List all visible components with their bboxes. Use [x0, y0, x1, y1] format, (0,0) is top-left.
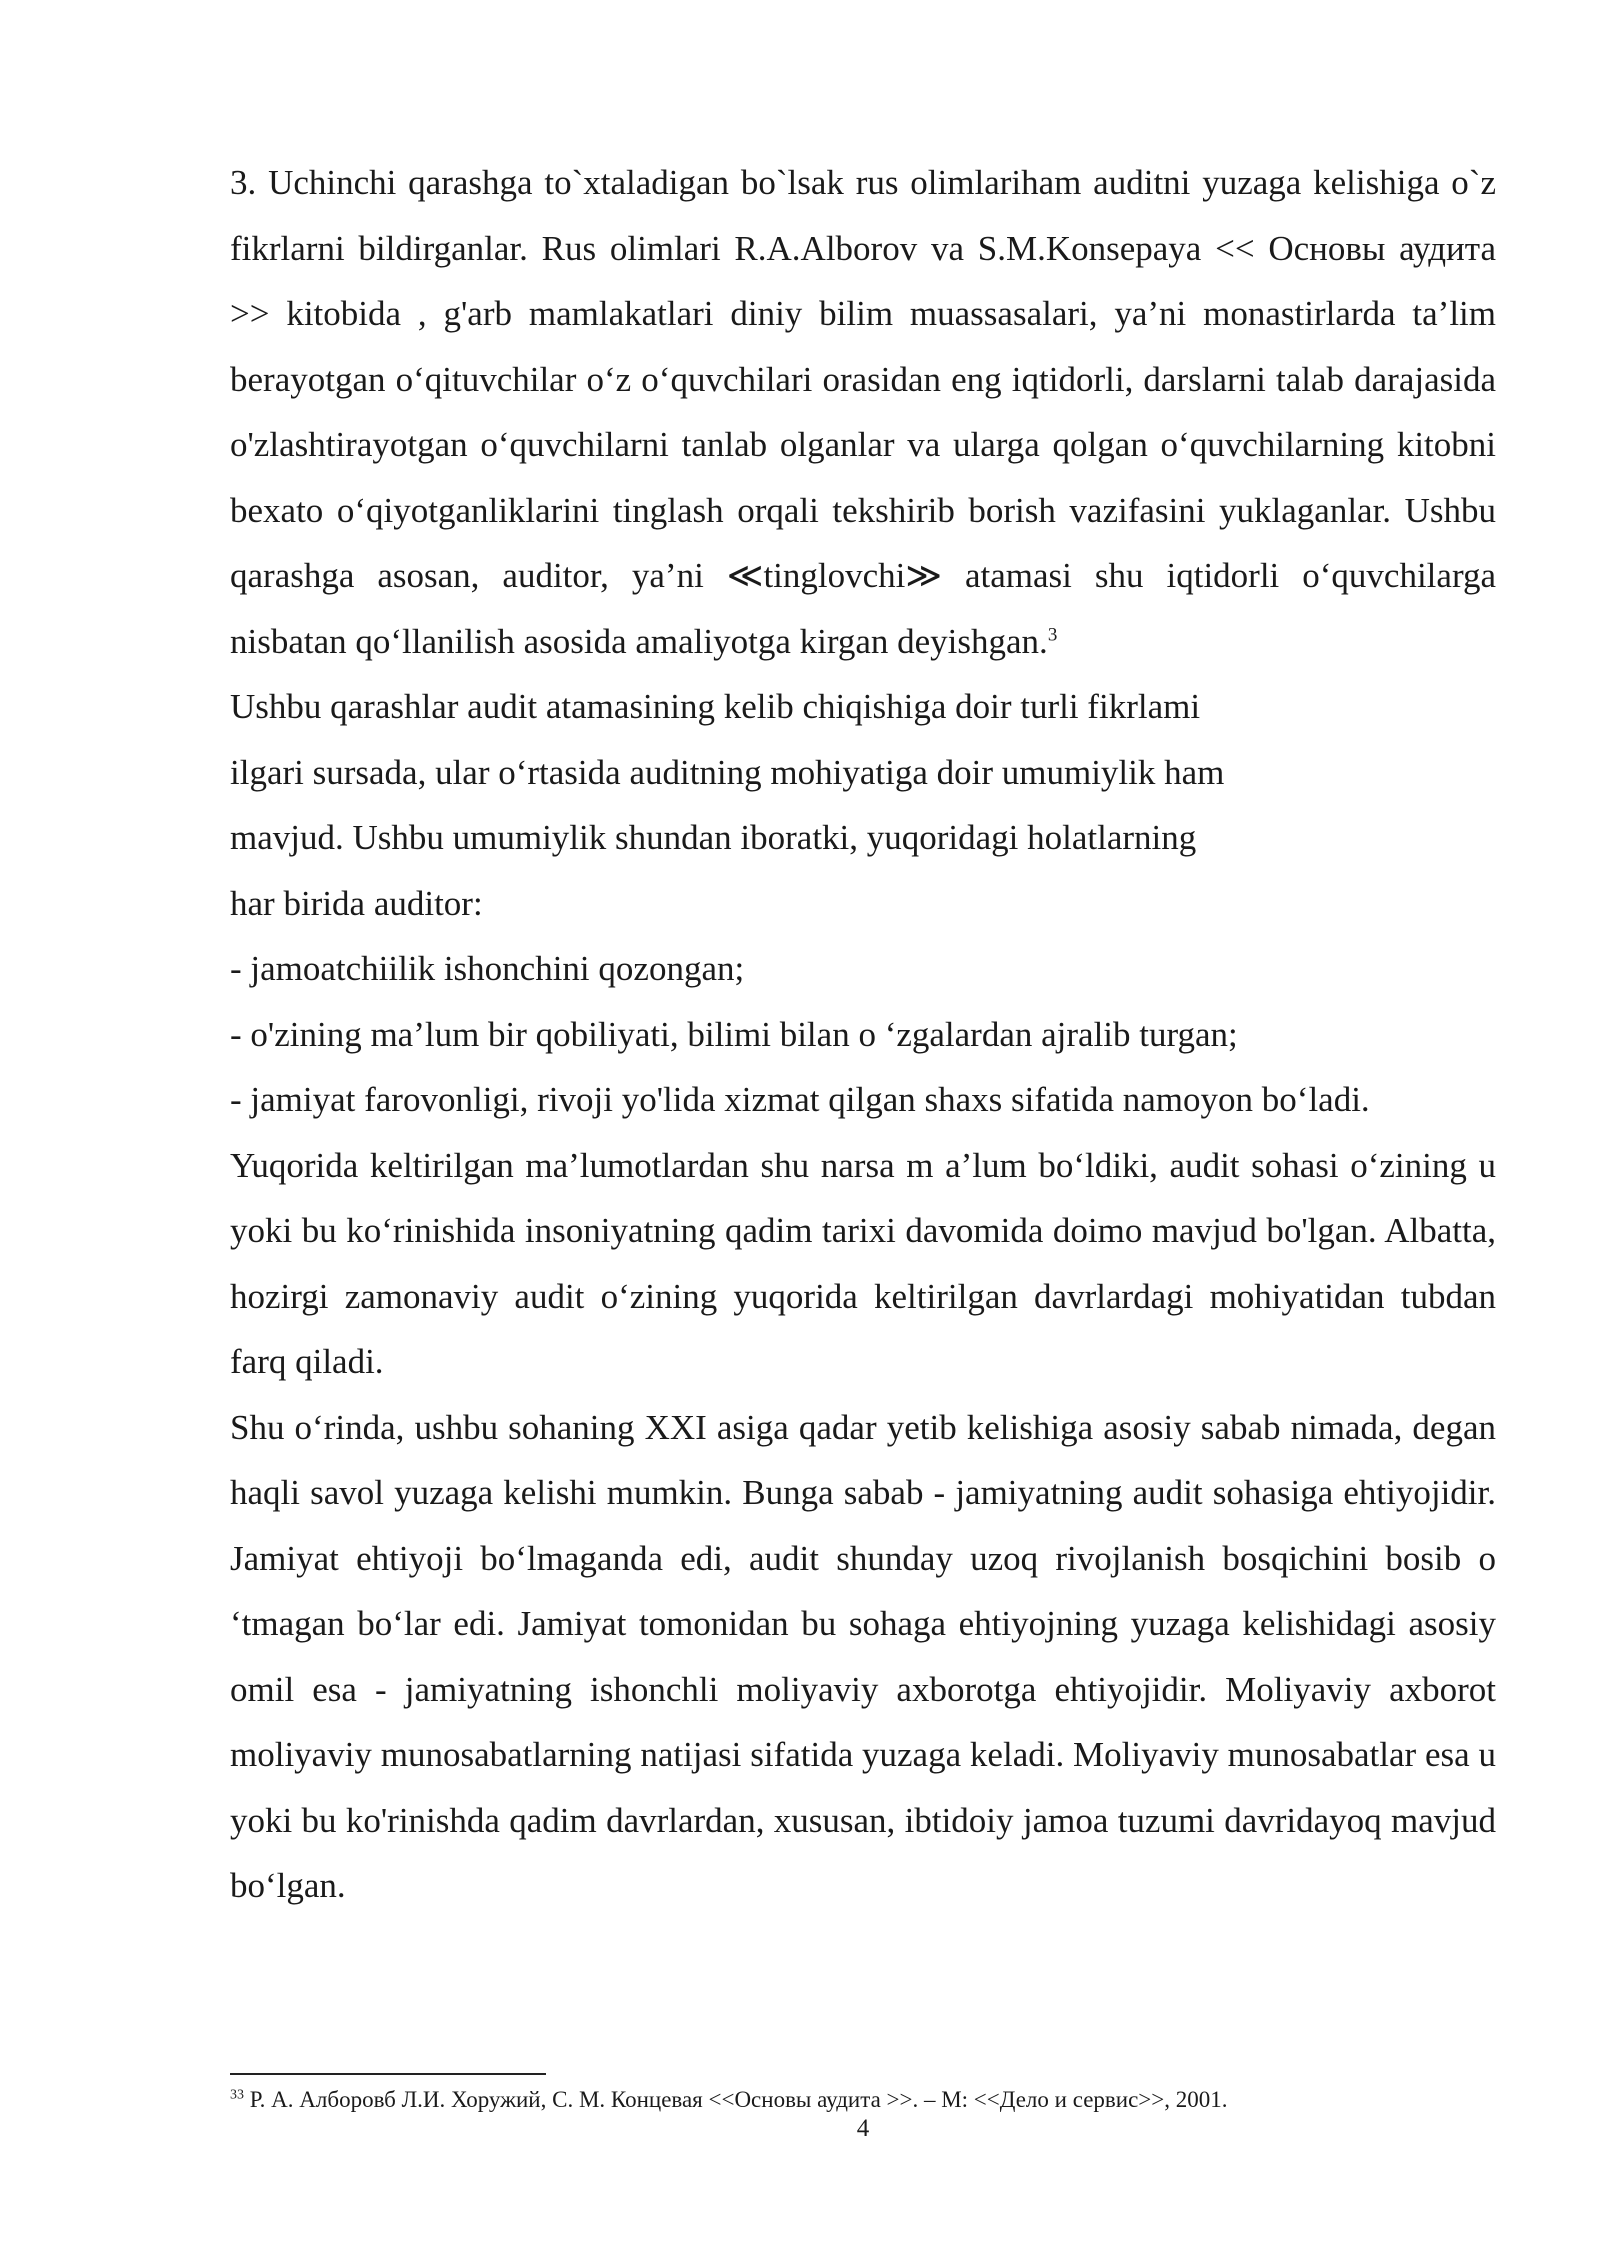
page-number: 4	[856, 2115, 870, 2142]
list-item: - o'zining ma’lum bir qobiliyati, bilimi bilan o ‘zgalardan ajralib turgan;	[230, 1014, 1238, 1054]
paragraph-audit-history: Yuqorida keltirilgan ma’lumotlardan shu narsa m a’lum boʻldiki, audit sohasi oʻzining u yoki bu koʻrinishida insoniyatning qadim tarixi davomida doimo mavjud bo'lgan. Albatta, hozirgi zamonaviy audit oʻzining yuqorida keltirilgan davrlardagi mohiyatidan tubdan farq qiladi.	[230, 1145, 1496, 1381]
footnote	[230, 2085, 1530, 2115]
footnote-divider	[230, 2073, 546, 2075]
list-item: - jamiyat farovonligi, rivoji yo'lida xizmat qilgan shaxs sifatida namoyon boʻladi.	[230, 1080, 1370, 1119]
footnote-text: Р. А. Алборовб Л.И. Хоружий, С. М. Концевая <<Основы аудита >>. – М: <<Дело и сервис>>, 2001.	[249, 2087, 1228, 2112]
text-line: Ushbu qarashlar audit atamasining kelib chiqishiga doir turli fikrlami	[230, 687, 1201, 726]
footnote-reference: 3	[1047, 623, 1058, 645]
paragraph-text: 3. Uchinchi qarashga to`xtaladigan bo`lsak rus olimlariham auditni yuzaga kelishiga o`z fikrlarni bildirganlar. Rus olimlari R.A.Alborov va S.M.Konsepaya << Основы аудита >> kitobida , g'arb mamlakatlari diniy bilim muassasalari, ya’ni monastirlarda ta’lim berayotgan oʻqituvchilar oʻz oʻquvchilari orasidan eng iqtidorli, darslarni talab darajasida o'zlashtirayotgan oʻquvchilarni tanlab olganlar va ularga qolgan oʻquvchilarning kitobni bexato oʻqiyotganliklarini tinglash orqali tekshirib borish vazifasini yuklaganlar. Ushbu qarashga asosan, auditor, ya’ni ≪tinglovchi≫ atamasi shu iqtidorli oʻquvchilarga nisbatan qoʻllanilish asosida amaliyotga kirgan deyishgan.	[230, 163, 1496, 661]
paragraph-audit-need: Shu oʻrinda, ushbu sohaning XXI asiga qadar yetib kelishiga asosiy sabab nimada, degan haqli savol yuzaga kelishi mumkin. Bunga sabab - jamiyatning audit sohasiga ehtiyojidir. Jamiyat ehtiyoji boʻlmaganda edi, audit shunday uzoq rivojlanish bosqichini bosib o ‘tmagan boʻlar edi. Jamiyat tomonidan bu sohaga ehtiyojning yuzaga kelishidagi asosiy omil esa - jamiyatning ishonchli moliyaviy axborotga ehtiyojidir. Moliyaviy axborot moliyaviy munosabatlarning natijasi sifatida yuzaga keladi. Moliyaviy munosabatlar esa u yoki bu ko'rinishda qadim davrlardan, xususan, ibtidoiy jamoa tuzumi davridayoq mavjud boʻlgan.	[230, 1407, 1496, 1905]
paragraph-third-view	[230, 150, 1496, 674]
body-text	[230, 150, 1496, 1919]
text-line: ilgari sursada, ular oʻrtasida auditning mohiyatiga doir umumiylik ham	[230, 752, 1225, 792]
list-item: - jamoatchiilik ishonchini qozongan;	[230, 949, 745, 988]
text-line: har birida auditor:	[230, 883, 483, 923]
footnote-marker: 33	[230, 2087, 244, 2103]
text-line: mavjud. Ushbu umumiylik shundan iboratki, yuqoridagi holatlarning	[230, 818, 1197, 857]
